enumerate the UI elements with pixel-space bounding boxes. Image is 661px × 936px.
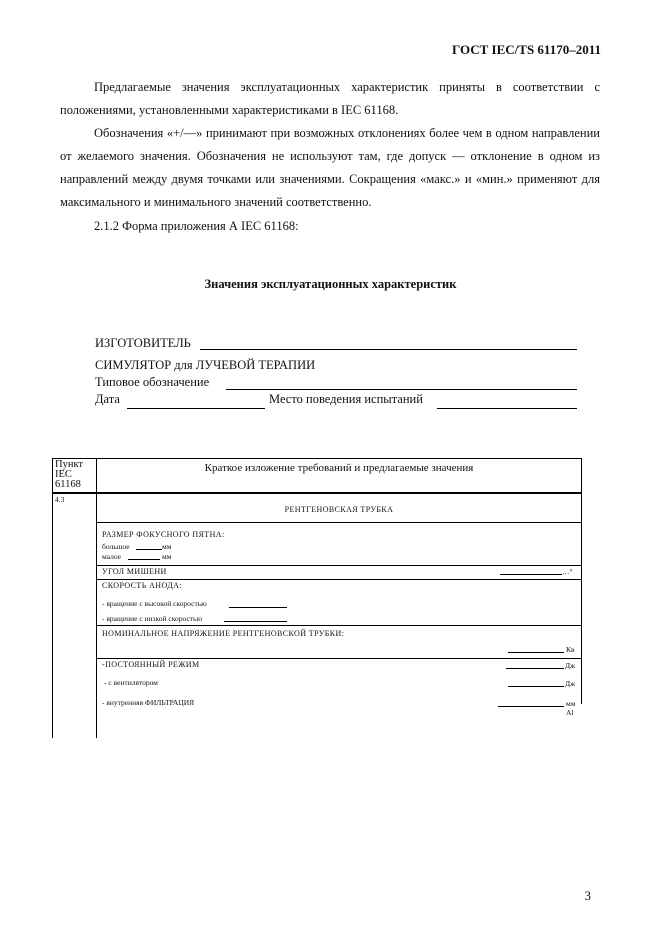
target-angle-line[interactable] [500, 574, 562, 575]
continuous-mode-label: -ПОСТОЯННЫЙ РЕЖИМ [102, 660, 200, 669]
date-line[interactable] [127, 408, 265, 409]
col-clause-header: Пункт IEC 61168 [55, 459, 84, 490]
nominal-voltage-label: НОМИНАЛЬНОЕ НАПРЯЖЕНИЕ РЕНТГЕНОВСКОЙ ТРУБКИ: [102, 629, 345, 638]
kv-unit: Кв [566, 645, 575, 654]
larger-line[interactable] [136, 549, 162, 550]
with-fan-line[interactable] [508, 686, 564, 687]
target-angle-label: УГОЛ МИШЕНИ [102, 567, 167, 576]
filtration-unit: мм Al [566, 699, 576, 717]
clause-heading: 2.1.2 Форма приложения А IEC 61168: [94, 219, 299, 233]
form-title: Значения эксплуатационных характеристик [204, 277, 457, 291]
date-label: Дата [95, 392, 120, 406]
page-number: 3 [584, 888, 591, 903]
high-speed-label: - вращение с высокой скоростью [102, 599, 207, 608]
smaller-unit: мм [162, 552, 172, 561]
with-fan-unit: Дж [565, 679, 576, 688]
low-speed-line[interactable] [224, 621, 287, 622]
form-table [52, 458, 582, 738]
filtration-line[interactable] [498, 706, 564, 707]
section-xray-tube: РЕНТГЕНОВСКАЯ ТРУБКА [284, 505, 394, 514]
type-line[interactable] [226, 389, 577, 390]
continuous-unit: Дж [565, 661, 576, 670]
voltage-line[interactable] [508, 652, 564, 653]
paragraph-2 [60, 122, 600, 214]
document-code: ГОСТ IEC/TS 61170–2011 [452, 42, 601, 57]
low-speed-label: - вращение с низкой скоростью [102, 614, 203, 623]
place-label: Место поведения испытаний [269, 392, 423, 406]
simulator-label: СИМУЛЯТОР для ЛУЧЕВОЙ ТЕРАПИИ [95, 358, 316, 372]
larger-unit: мм [162, 542, 172, 551]
clause-ref: 4.3 [55, 495, 65, 504]
paragraph-1 [60, 76, 600, 122]
inherent-filtration-label: - внутренняя ФИЛЬТРАЦИЯ [102, 698, 195, 707]
high-speed-line[interactable] [229, 607, 287, 608]
with-fan-label: - с вентилятором [104, 678, 158, 687]
smaller-line[interactable] [128, 559, 160, 560]
anode-speed-label: СКОРОСТЬ АНОДА: [102, 581, 182, 590]
manufacturer-line[interactable] [200, 349, 577, 350]
place-line[interactable] [437, 408, 577, 409]
col-summary-header: Краткое изложение требований и предлагаемые значения [204, 462, 474, 474]
continuous-line[interactable] [506, 668, 564, 669]
smaller-label: малое [102, 552, 122, 561]
type-label: Типовое обозначение [95, 375, 210, 389]
manufacturer-label: ИЗГОТОВИТЕЛЬ [95, 336, 191, 350]
paragraph-2-text: Обозначения «+/—» принимают при возможных отклонениях более чем в одном направлении от желаемого значения. Обозначения не используют там, где допуск — отклонение в одном из направлений между двумя точками или значениями. Сокращения «макс.» и «мин.» применяют для максимального и минимального значений соответственно. [60, 126, 600, 209]
target-angle-unit: …° [562, 567, 573, 576]
focal-spot-label: РАЗМЕР ФОКУСНОГО ПЯТНА: [102, 530, 225, 539]
paragraph-1-text: Предлагаемые значения эксплуатационных характеристик приняты в соответствии с положениями, установленными характеристиками в IEC 61168. [60, 80, 600, 117]
larger-label: большое [102, 542, 130, 551]
